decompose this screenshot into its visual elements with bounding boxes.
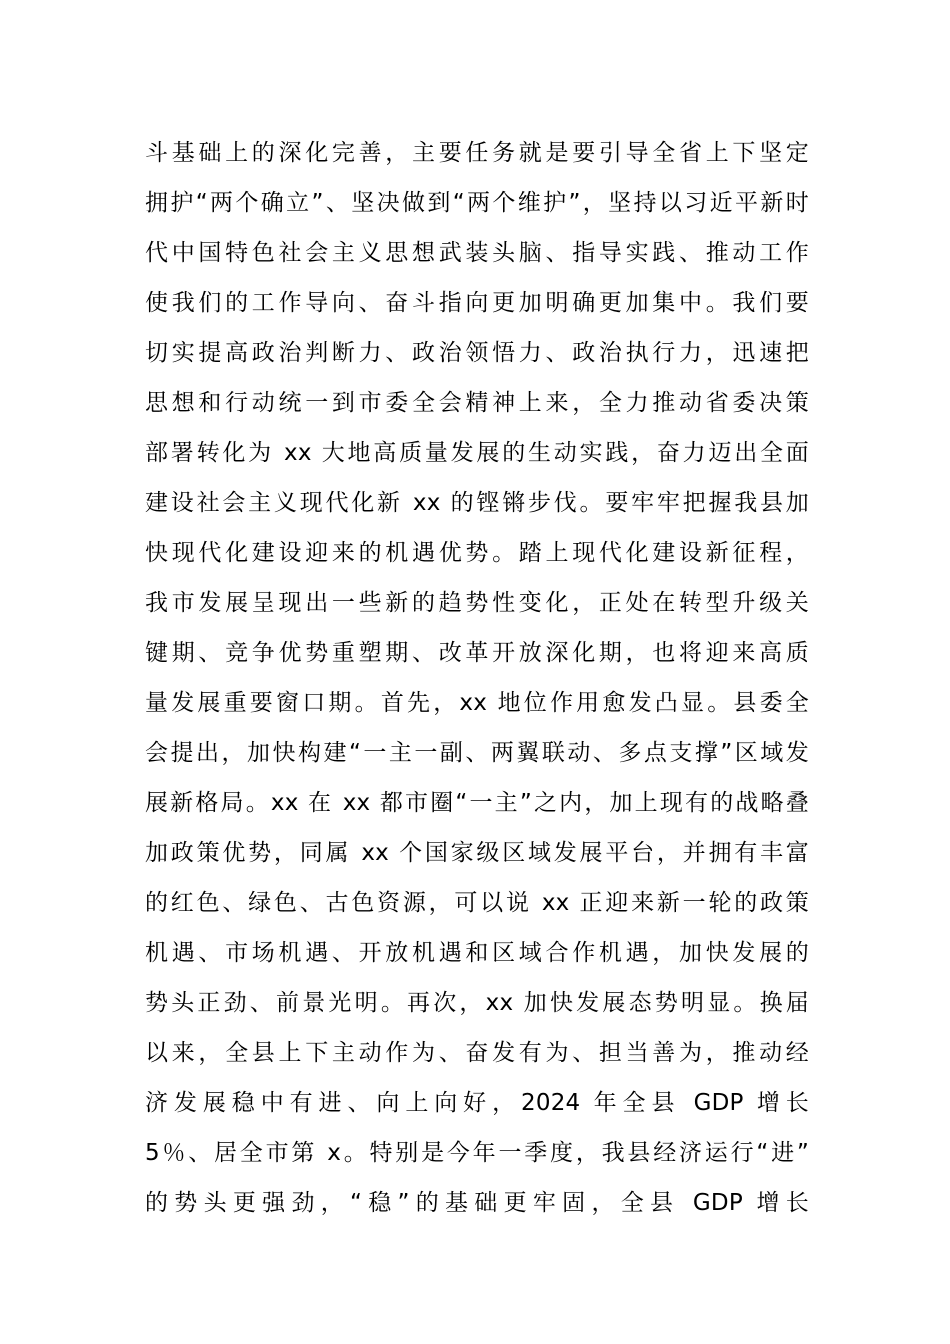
text-line: 我市发展呈现出一些新的趋势性变化，正处在转型升级关 <box>145 590 809 616</box>
text-line: 斗基础上的深化完善，主要任务就是要引导全省上下坚定 <box>145 140 809 166</box>
text-line: 切实提高政治判断力、政治领悟力、政治执行力，迅速把 <box>145 340 809 366</box>
text-line: 建设社会主义现代化新 xx 的铿锵步伐。要牢牢把握我县加 <box>145 490 809 516</box>
text-line: 展新格局。xx 在 xx 都市圈“一主”之内，加上现有的战略叠 <box>145 790 809 816</box>
text-line: 部署转化为 xx 大地高质量发展的生动实践，奋力迈出全面 <box>145 440 809 466</box>
text-line: 的势头更强劲，“稳”的基础更牢固，全县 GDP 增长 <box>145 1190 809 1216</box>
text-line: 键期、竞争优势重塑期、改革开放深化期，也将迎来高质 <box>145 640 809 666</box>
text-line: 快现代化建设迎来的机遇优势。踏上现代化建设新征程， <box>145 540 809 566</box>
text-line: 思想和行动统一到市委全会精神上来，全力推动省委决策 <box>145 390 809 416</box>
text-line: 5％、居全市第 x。特别是今年一季度，我县经济运行“进” <box>145 1140 809 1166</box>
text-line: 拥护“两个确立”、坚决做到“两个维护”，坚持以习近平新时 <box>145 190 809 216</box>
body-paragraph <box>145 128 809 1228</box>
text-line: 势头正劲、前景光明。再次，xx 加快发展态势明显。换届 <box>145 990 809 1016</box>
text-line: 量发展重要窗口期。首先，xx 地位作用愈发凸显。县委全 <box>145 690 809 716</box>
text-line: 的红色、绿色、古色资源，可以说 xx 正迎来新一轮的政策 <box>145 890 809 916</box>
text-line: 以来，全县上下主动作为、奋发有为、担当善为，推动经 <box>145 1040 809 1066</box>
text-line: 机遇、市场机遇、开放机遇和区域合作机遇，加快发展的 <box>145 940 809 966</box>
text-line: 加政策优势，同属 xx 个国家级区域发展平台，并拥有丰富 <box>145 840 809 866</box>
text-line: 代中国特色社会主义思想武装头脑、指导实践、推动工作 <box>145 240 809 266</box>
text-line: 会提出，加快构建“一主一副、两翼联动、多点支撑”区域发 <box>145 740 809 766</box>
text-line: 济发展稳中有进、向上向好，2024 年全县 GDP 增长 <box>145 1090 809 1116</box>
text-line: 使我们的工作导向、奋斗指向更加明确更加集中。我们要 <box>145 290 809 316</box>
